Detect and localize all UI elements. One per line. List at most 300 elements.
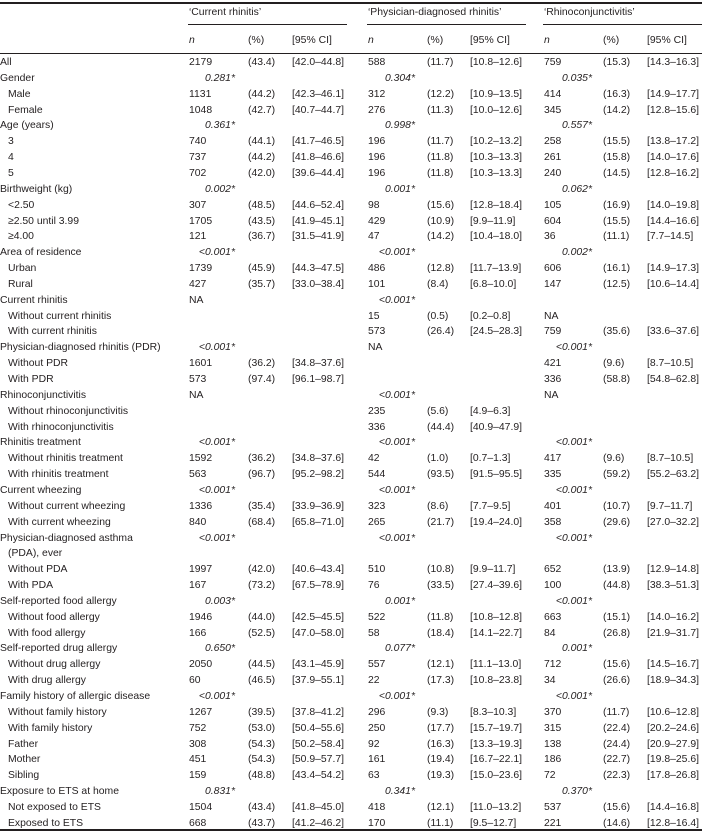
percent-cell: (17.3) <box>427 675 455 687</box>
ci-cell: [33.0–38.4] <box>292 278 344 290</box>
percent-cell: (22.3) <box>603 770 631 782</box>
count-cell: 72 <box>544 770 556 782</box>
row-label: Exposed to ETS <box>8 817 84 829</box>
count-cell: 759 <box>544 326 562 338</box>
count-cell: 588 <box>368 57 386 68</box>
row-label: Area of residence <box>0 247 82 259</box>
count-cell: 42 <box>368 453 380 465</box>
ci-cell: [14.0–16.2] <box>647 611 699 623</box>
row-label: Urban <box>8 263 37 275</box>
ci-cell: [54.8–62.8] <box>647 374 699 385</box>
percent-cell: (42.0) <box>248 167 276 179</box>
ci-cell: [40.7–44.7] <box>292 104 344 116</box>
row-label: With rhinitis treatment <box>8 469 109 481</box>
ci-cell: [12.9–14.8] <box>647 564 699 576</box>
count-cell: 840 <box>189 516 207 528</box>
p-value: 0.361* <box>204 120 235 132</box>
header-bottom-rule <box>0 53 702 54</box>
count-cell: 417 <box>544 453 562 465</box>
count-cell: 315 <box>544 722 562 734</box>
percent-cell: (44.8) <box>603 580 631 592</box>
percent-cell: (58.8) <box>603 374 631 385</box>
percent-cell: (36.2) <box>248 453 276 465</box>
ci-cell: [15.7–19.7] <box>470 722 522 734</box>
percent-cell: (16.9) <box>603 199 631 211</box>
ci-cell: [15.0–23.6] <box>470 770 522 782</box>
count-cell: 47 <box>368 231 380 243</box>
percent-cell: (13.9) <box>603 564 631 576</box>
table-row <box>0 372 702 388</box>
ci-cell: [19.8–25.6] <box>647 754 699 766</box>
table-row <box>0 55 702 71</box>
count-cell: 105 <box>544 199 562 211</box>
ci-cell: [9.9–11.7] <box>470 564 516 576</box>
percent-cell: (14.2) <box>427 231 455 243</box>
count-cell: 170 <box>368 817 386 829</box>
count-cell: 22 <box>368 675 380 687</box>
table-row <box>0 261 702 277</box>
row-label: Current wheezing <box>0 484 82 496</box>
table-group-row <box>0 483 702 499</box>
row-label: <2.50 <box>8 199 35 211</box>
count-cell: 573 <box>189 374 207 385</box>
ci-cell: [11.0–13.2] <box>470 801 522 813</box>
percent-cell: (26.4) <box>427 326 455 338</box>
percent-cell: (10.8) <box>427 564 455 576</box>
percent-cell: (19.3) <box>427 770 455 782</box>
row-label: Age (years) <box>0 120 54 132</box>
count-cell: 2050 <box>189 659 213 671</box>
percent-cell: (1.0) <box>427 453 449 465</box>
count-cell: 510 <box>368 564 386 576</box>
count-cell: 34 <box>544 675 556 687</box>
count-cell: 101 <box>368 278 386 290</box>
ci-cell: [10.0–12.6] <box>470 104 522 116</box>
row-label: Gender <box>0 72 35 84</box>
row-label: Mother <box>8 754 41 766</box>
ci-cell: [9.5–12.7] <box>470 817 517 829</box>
ci-cell: [8.3–10.3] <box>470 706 517 718</box>
count-cell: 161 <box>368 754 386 766</box>
p-value: 0.341* <box>384 786 415 798</box>
count-cell: 606 <box>544 263 562 275</box>
percent-cell: (68.4) <box>248 516 276 528</box>
count-cell: 147 <box>544 278 562 290</box>
percent-cell: (93.5) <box>427 469 455 481</box>
p-value: 0.650* <box>204 643 235 655</box>
group-underline-rhinoconjunctivitis <box>543 24 702 25</box>
ci-cell: [33.6–37.6] <box>647 326 699 338</box>
row-label: With PDA <box>8 580 54 592</box>
count-cell: 737 <box>189 152 207 164</box>
table-group-row <box>0 388 702 404</box>
p-value: 0.002* <box>204 183 235 195</box>
count-cell: 63 <box>368 770 380 782</box>
ci-cell: [12.8–18.4] <box>470 199 522 211</box>
percent-cell: (36.2) <box>248 358 276 370</box>
table-bottom-rule <box>0 829 702 831</box>
count-cell: 414 <box>544 88 562 100</box>
p-value: <0.001* <box>555 595 592 607</box>
row-label: Physician-diagnosed asthma <box>0 532 133 544</box>
p-value: 0.077* <box>384 643 415 655</box>
row-label: Without PDA <box>8 564 68 576</box>
table-row <box>0 752 702 768</box>
table-row <box>0 546 702 562</box>
row-label: 4 <box>8 152 14 164</box>
count-cell: 702 <box>189 167 207 179</box>
percent-cell: (15.1) <box>603 611 631 623</box>
percent-cell: (33.5) <box>427 580 455 592</box>
count-cell: 752 <box>189 722 207 734</box>
count-cell: 1048 <box>189 104 213 116</box>
table-row <box>0 404 702 420</box>
subheader-ci: [95% CI] <box>647 35 687 46</box>
ci-cell: [10.8–12.8] <box>470 611 522 623</box>
table-row <box>0 420 702 436</box>
count-cell: 1131 <box>189 88 212 100</box>
p-value: <0.001* <box>555 484 592 496</box>
table-row <box>0 229 702 245</box>
count-cell: 307 <box>189 199 207 211</box>
table-row <box>0 277 702 293</box>
table-group-row <box>0 435 702 451</box>
count-cell: 196 <box>368 136 386 148</box>
percent-cell: (97.4) <box>248 374 276 385</box>
ci-cell: [8.7–10.5] <box>647 358 694 370</box>
p-value: 0.001* <box>384 183 415 195</box>
count-cell: 186 <box>544 754 562 766</box>
group-underline-physician-diagnosed-rhinitis <box>367 24 526 25</box>
row-label: Male <box>8 88 31 100</box>
table-group-row <box>0 71 702 87</box>
table-row <box>0 499 702 515</box>
ci-cell: [31.5–41.9] <box>292 231 344 243</box>
count-cell: 276 <box>368 104 386 116</box>
row-label: ≥4.00 <box>8 231 34 243</box>
count-cell: 1336 <box>189 500 213 512</box>
percent-cell: (39.5) <box>248 706 276 718</box>
count-cell: 1739 <box>189 263 213 275</box>
count-cell: 652 <box>544 564 562 576</box>
percent-cell: (26.8) <box>603 627 631 639</box>
percent-cell: (19.4) <box>427 754 455 766</box>
p-value: 0.035* <box>561 72 592 84</box>
row-label: Current rhinitis <box>0 294 68 306</box>
count-cell: 557 <box>368 659 386 671</box>
percent-cell: (12.8) <box>427 263 455 275</box>
count-cell: 1504 <box>189 801 213 813</box>
ci-cell: [14.1–22.7] <box>470 627 522 639</box>
table-row <box>0 800 702 816</box>
p-value: NA <box>189 294 204 306</box>
row-label: Without rhinitis treatment <box>8 453 123 465</box>
percent-cell: (43.4) <box>248 57 276 68</box>
row-label: 5 <box>8 167 14 179</box>
ci-cell: [19.4–24.0] <box>470 516 522 528</box>
p-value: <0.001* <box>198 532 235 544</box>
ci-cell: [18.9–34.3] <box>647 675 699 687</box>
row-label: Without rhinoconjunctivitis <box>8 405 129 417</box>
p-value: 0.831* <box>204 786 235 798</box>
row-label: With rhinoconjunctivitis <box>8 421 114 433</box>
row-label: 3 <box>8 136 14 148</box>
percent-cell: (24.4) <box>603 738 631 750</box>
count-cell: 308 <box>189 738 207 750</box>
row-label: Without drug allergy <box>8 659 101 671</box>
row-label: Female <box>8 104 43 116</box>
p-value: 0.001* <box>384 595 415 607</box>
ci-cell: [13.8–17.2] <box>647 136 699 148</box>
percent-cell: (44.1) <box>248 136 276 148</box>
percent-cell: (73.2) <box>248 580 276 592</box>
table-row <box>0 198 702 214</box>
percent-cell: (12.1) <box>427 801 455 813</box>
ci-cell: [4.9–6.3] <box>470 405 511 417</box>
p-value: 0.001* <box>561 643 592 655</box>
group-header-rhinoconjunctivitis: ‘Rhinoconjunctivitis’ <box>544 7 635 18</box>
ci-cell: [95.2–98.2] <box>292 469 344 481</box>
row-label: Without current wheezing <box>8 500 126 512</box>
percent-cell: (10.9) <box>427 215 455 227</box>
ci-cell: [41.8–46.6] <box>292 152 344 164</box>
count-cell: 1705 <box>189 215 213 227</box>
ci-cell: [14.3–16.3] <box>647 57 699 68</box>
ci-cell: [24.5–28.3] <box>470 326 522 338</box>
table-row <box>0 737 702 753</box>
row-label: (PDA), ever <box>8 548 63 560</box>
ci-cell: [44.6–52.4] <box>292 199 344 211</box>
percent-cell: (35.6) <box>603 326 631 338</box>
count-cell: 522 <box>368 611 386 623</box>
ci-cell: [10.4–18.0] <box>470 231 522 243</box>
row-label: With current rhinitis <box>8 326 97 338</box>
percent-cell: (11.7) <box>603 706 630 718</box>
ci-cell: [40.9–47.9] <box>470 421 522 433</box>
ci-cell: [27.0–32.2] <box>647 516 699 528</box>
count-cell: 296 <box>368 706 386 718</box>
count-cell: 421 <box>544 358 562 370</box>
ci-cell: [42.0–44.8] <box>292 57 344 68</box>
ci-cell: [50.4–55.6] <box>292 722 344 734</box>
row-label: Family history of allergic disease <box>0 691 151 702</box>
ci-cell: [16.7–22.1] <box>470 754 522 766</box>
p-value: 0.281* <box>204 72 235 84</box>
table-row <box>0 309 702 325</box>
ci-cell: [10.8–12.6] <box>470 57 522 68</box>
row-label: Not exposed to ETS <box>8 801 101 813</box>
count-cell: 486 <box>368 263 386 275</box>
p-value: <0.001* <box>555 342 592 354</box>
group-header-current-rhinitis: ‘Current rhinitis’ <box>189 7 262 18</box>
p-value: 0.998* <box>384 120 415 132</box>
percent-cell: (15.5) <box>603 215 631 227</box>
p-value: <0.001* <box>378 484 415 496</box>
ci-cell: [41.9–45.1] <box>292 215 344 227</box>
row-label: Without PDR <box>8 358 69 370</box>
p-value: <0.001* <box>198 437 235 449</box>
ci-cell: [50.9–57.7] <box>292 754 344 766</box>
ci-cell: [67.5–78.9] <box>292 580 344 592</box>
count-cell: 336 <box>544 374 562 385</box>
p-value: 0.062* <box>561 183 592 195</box>
table-row <box>0 324 702 340</box>
percent-cell: (12.1) <box>427 659 455 671</box>
row-label: Rhinitis treatment <box>0 437 81 449</box>
ci-cell: [14.5–16.7] <box>647 659 699 671</box>
ci-cell: [10.6–12.8] <box>647 706 699 718</box>
table-group-row <box>0 245 702 261</box>
count-cell: 563 <box>189 469 207 481</box>
count-cell: 196 <box>368 167 386 179</box>
count-cell: 345 <box>544 104 562 116</box>
subheader-percent: (%) <box>427 35 444 46</box>
row-label: With family history <box>8 722 93 734</box>
ci-cell: [39.6–44.4] <box>292 167 344 179</box>
percent-cell: (11.8) <box>427 611 454 623</box>
ci-cell: [10.3–13.3] <box>470 167 522 179</box>
ci-cell: [43.1–45.9] <box>292 659 344 671</box>
p-value: <0.001* <box>198 247 235 259</box>
ci-cell: [14.4–16.8] <box>647 801 699 813</box>
row-label: Rhinoconjunctivitis <box>0 389 87 401</box>
p-value: <0.001* <box>198 484 235 496</box>
count-cell: 261 <box>544 152 562 164</box>
count-cell: 2179 <box>189 57 213 68</box>
percent-cell: (12.5) <box>603 278 631 290</box>
count-cell: 401 <box>544 500 562 512</box>
row-label: Self-reported drug allergy <box>0 643 118 655</box>
count-cell: 427 <box>189 278 207 290</box>
count-cell: 138 <box>544 738 562 750</box>
p-value: <0.001* <box>555 437 592 449</box>
table-row <box>0 150 702 166</box>
percent-cell: (9.6) <box>603 358 625 370</box>
ci-cell: [40.6–43.4] <box>292 564 344 576</box>
table-row <box>0 657 702 673</box>
ci-cell: [20.9–27.9] <box>647 738 699 750</box>
ci-cell: [8.7–10.5] <box>647 453 694 465</box>
ci-cell: [44.3–47.5] <box>292 263 344 275</box>
count-cell: 166 <box>189 627 207 639</box>
count-cell: 335 <box>544 469 562 481</box>
ci-cell: [6.8–10.0] <box>470 278 517 290</box>
percent-cell: (44.0) <box>248 611 276 623</box>
count-cell: 98 <box>368 199 380 211</box>
percent-cell: (22.7) <box>603 754 631 766</box>
subheader-ci: [95% CI] <box>292 35 332 46</box>
ci-cell: [10.9–13.5] <box>470 88 522 100</box>
percent-cell: (8.6) <box>427 500 449 512</box>
ci-cell: [17.8–26.8] <box>647 770 699 782</box>
row-label: All <box>0 57 12 68</box>
row-label: With food allergy <box>8 627 86 639</box>
ci-cell: [34.8–37.6] <box>292 453 344 465</box>
ci-cell: [0.2–0.8] <box>470 310 511 322</box>
count-cell: 604 <box>544 215 562 227</box>
ci-cell: [47.0–58.0] <box>292 627 344 639</box>
row-label: Father <box>8 738 39 750</box>
count-cell: 167 <box>189 580 207 592</box>
p-value: <0.001* <box>198 691 235 702</box>
count-cell: NA <box>544 310 559 322</box>
ci-cell: [9.9–11.9] <box>470 215 516 227</box>
count-cell: 370 <box>544 706 562 718</box>
ci-cell: [7.7–9.5] <box>470 500 511 512</box>
percent-cell: (15.3) <box>603 57 631 68</box>
table-row <box>0 134 702 150</box>
ci-cell: [38.3–51.3] <box>647 580 699 592</box>
p-value: <0.001* <box>555 691 592 702</box>
ci-cell: [43.4–54.2] <box>292 770 344 782</box>
ci-cell: [41.8–45.0] <box>292 801 344 813</box>
ci-cell: [41.7–46.5] <box>292 136 344 148</box>
ci-cell: [11.1–13.0] <box>470 659 522 671</box>
count-cell: 76 <box>368 580 380 592</box>
p-value: NA <box>544 389 559 401</box>
percent-cell: (54.3) <box>248 754 276 766</box>
p-value: <0.001* <box>378 294 415 306</box>
ci-cell: [14.9–17.3] <box>647 263 699 275</box>
p-value: 0.003* <box>204 595 235 607</box>
count-cell: 1267 <box>189 706 213 718</box>
percent-cell: (15.5) <box>603 136 631 148</box>
subheader-n: n <box>544 35 550 46</box>
row-label: Without current rhinitis <box>8 310 112 322</box>
ci-cell: [10.2–13.2] <box>470 136 522 148</box>
table-row <box>0 515 702 531</box>
count-cell: 250 <box>368 722 386 734</box>
p-value: <0.001* <box>378 389 415 401</box>
count-cell: 121 <box>189 231 207 243</box>
percent-cell: (35.7) <box>248 278 276 290</box>
count-cell: 336 <box>368 421 386 433</box>
percent-cell: (16.1) <box>603 263 631 275</box>
percent-cell: (45.9) <box>248 263 276 275</box>
percent-cell: (11.8) <box>427 167 454 179</box>
ci-cell: [11.7–13.9] <box>470 263 522 275</box>
count-cell: 159 <box>189 770 207 782</box>
percent-cell: (22.4) <box>603 722 631 734</box>
percent-cell: (29.6) <box>603 516 631 528</box>
percent-cell: (11.7) <box>427 57 454 68</box>
group-header-physician-diagnosed-rhinitis: ‘Physician-diagnosed rhinitis’ <box>368 7 502 18</box>
ci-cell: [14.0–19.8] <box>647 199 699 211</box>
p-value: 0.304* <box>384 72 415 84</box>
table-row <box>0 578 702 594</box>
subheader-percent: (%) <box>248 35 265 46</box>
subheader-ci: [95% CI] <box>470 35 510 46</box>
p-value: NA <box>189 389 204 401</box>
table-group-row <box>0 641 702 657</box>
ci-cell: [14.4–16.6] <box>647 215 699 227</box>
table-row <box>0 467 702 483</box>
table-row <box>0 705 702 721</box>
count-cell: 358 <box>544 516 562 528</box>
row-label: Physician-diagnosed rhinitis (PDR) <box>0 342 161 354</box>
table-row <box>0 768 702 784</box>
percent-cell: (10.7) <box>603 500 631 512</box>
count-cell: 258 <box>544 136 562 148</box>
ci-cell: [33.9–36.9] <box>292 500 344 512</box>
row-label: Sibling <box>8 770 40 782</box>
percent-cell: (14.5) <box>603 167 631 179</box>
count-cell: 265 <box>368 516 386 528</box>
count-cell: 1997 <box>189 564 213 576</box>
percent-cell: (5.6) <box>427 405 449 417</box>
row-label: With drug allergy <box>8 675 86 687</box>
count-cell: 1601 <box>189 358 213 370</box>
